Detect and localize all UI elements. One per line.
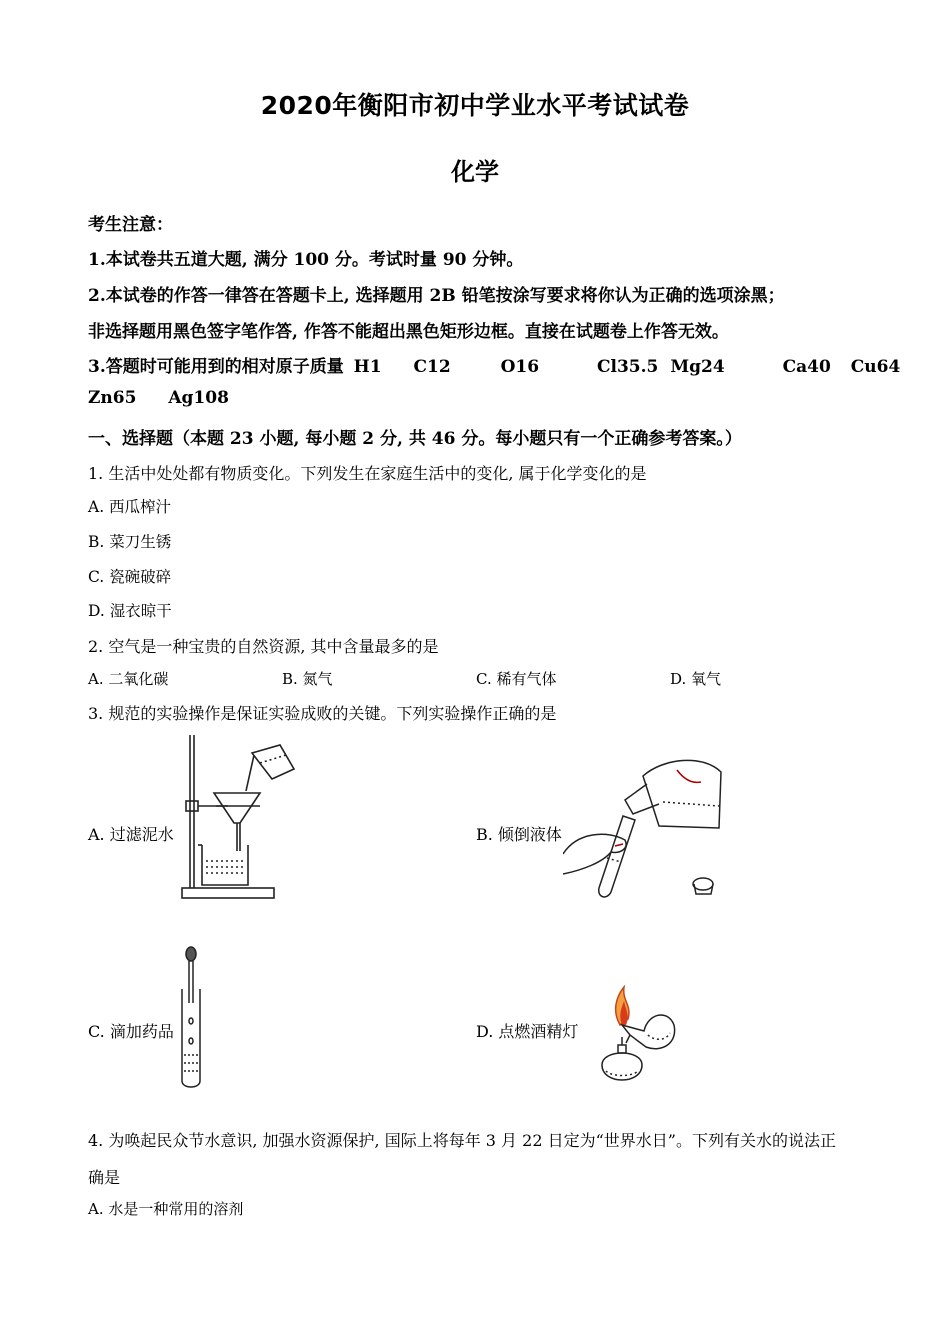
page-title: 2020年衡阳市初中学业水平考试试卷 xyxy=(260,91,690,120)
question-3-stem: 3. 规范的实验操作是保证实验成败的关键。下列实验操作正确的是 xyxy=(88,704,557,723)
dropper-test-tube-figure xyxy=(176,943,206,1091)
q2-option-a: A. 二氧化碳 xyxy=(88,670,169,688)
mass-cl: Cl35.5 xyxy=(596,357,659,377)
atomic-mass-lead: 3.答题时可能用到的相对原子质量 xyxy=(88,357,344,377)
mass-ca: Ca40 xyxy=(782,357,831,377)
q3-option-b: B. 倾倒液体 xyxy=(476,825,562,844)
pouring-liquid-figure xyxy=(563,754,733,902)
q2-option-d: D. 氧气 xyxy=(670,670,722,688)
question-4-stem-cont: 确是 xyxy=(88,1168,121,1187)
q3-option-c: C. 滴加药品 xyxy=(88,1022,174,1041)
section-heading: 一、选择题（本题 23 小题, 每小题 2 分, 共 46 分。每小题只有一个正确参考答案。） xyxy=(88,429,742,449)
question-2-stem: 2. 空气是一种宝贵的自然资源, 其中含量最多的是 xyxy=(88,637,439,656)
question-4-stem: 4. 为唤起民众节水意识, 加强水资源保护, 国际上将每年 3 月 22 日定为“世界水日”。下列有关水的说法正 xyxy=(88,1131,836,1150)
mass-h: H1 xyxy=(353,357,382,377)
subject-title: 化学 xyxy=(451,158,499,186)
alcohol-lamp-figure xyxy=(582,985,682,1091)
q1-option-b: B. 菜刀生锈 xyxy=(88,533,172,551)
question-1-stem: 1. 生活中处处都有物质变化。下列发生在家庭生活中的变化, 属于化学变化的是 xyxy=(88,464,647,483)
notice-item-1: 1.本试卷共五道大题, 满分 100 分。考试时量 90 分钟。 xyxy=(88,250,524,270)
q4-option-a: A. 水是一种常用的溶剂 xyxy=(88,1200,244,1218)
q2-option-c: C. 稀有气体 xyxy=(476,670,557,688)
notice-heading: 考生注意： xyxy=(88,215,173,235)
mass-mg: Mg24 xyxy=(670,357,725,377)
q3-option-a: A. 过滤泥水 xyxy=(88,825,174,844)
mass-cu: Cu64 xyxy=(850,357,901,377)
mass-ag: Ag108 xyxy=(168,388,229,408)
notice-item-2-cont: 非选择题用黑色签字笔作答, 作答不能超出黑色矩形边框。直接在试题卷上作答无效。 xyxy=(88,322,729,342)
mass-o: O16 xyxy=(500,357,540,377)
filtration-apparatus-figure xyxy=(176,733,306,905)
atomic-mass-row-2 xyxy=(88,388,229,408)
atomic-mass-row xyxy=(88,352,900,377)
mass-c: C12 xyxy=(413,357,451,377)
notice-item-2: 2.本试卷的作答一律答在答题卡上, 选择题用 2B 铅笔按涂写要求将你认为正确的选项涂黑； xyxy=(88,286,785,306)
q3-option-d: D. 点燃酒精灯 xyxy=(476,1022,579,1041)
q1-option-a: A. 西瓜榨汁 xyxy=(88,498,172,516)
q1-option-d: D. 湿衣晾干 xyxy=(88,602,172,620)
mass-zn: Zn65 xyxy=(88,388,137,408)
q1-option-c: C. 瓷碗破碎 xyxy=(88,568,172,586)
q2-option-b: B. 氮气 xyxy=(282,670,333,688)
